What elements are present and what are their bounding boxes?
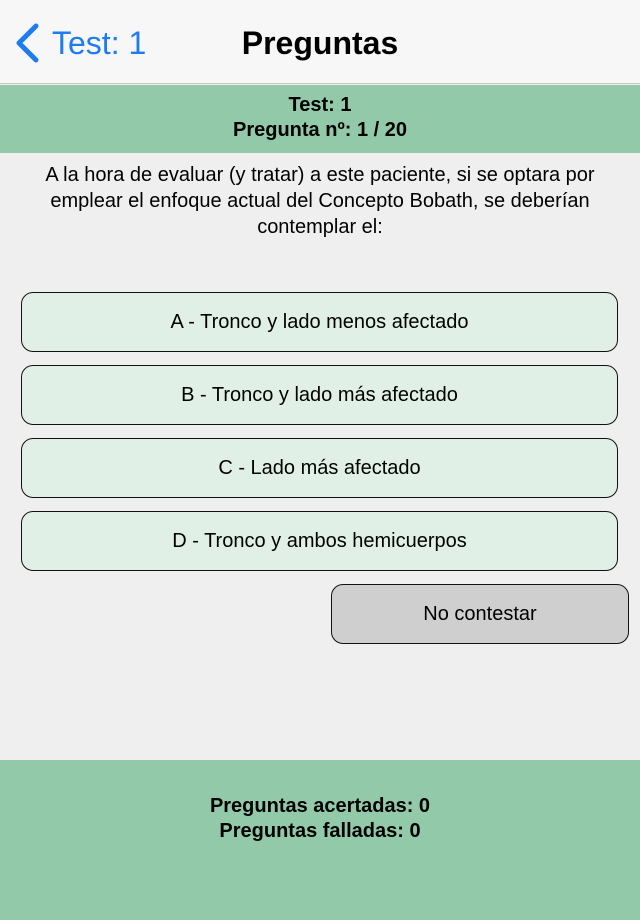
chevron-left-icon	[14, 23, 40, 63]
skip-question-button[interactable]: No contestar	[331, 584, 629, 644]
test-number-label: Test: 1	[288, 94, 352, 116]
test-info-header	[0, 85, 640, 153]
answer-option-d[interactable]: D - Tronco y ambos hemicuerpos	[21, 511, 618, 571]
navigation-bar	[0, 0, 640, 84]
page-title: Preguntas	[241, 25, 399, 61]
answer-option-a[interactable]: A - Tronco y lado menos afectado	[21, 292, 618, 352]
back-button[interactable]	[14, 22, 146, 64]
back-button-label: Test: 1	[52, 25, 147, 61]
answer-option-c[interactable]: C - Lado más afectado	[21, 438, 618, 498]
question-text: A la hora de evaluar (y tratar) a este paciente, si se optara por emplear el enfoque actual del Concepto Bobath, se deberían contemplar el:	[45, 164, 595, 238]
failed-count-label: Preguntas falladas: 0	[219, 820, 421, 842]
correct-count-label: Preguntas acertadas: 0	[209, 795, 431, 817]
question-counter-label: Pregunta nº: 1 / 20	[232, 119, 407, 141]
answer-option-b[interactable]: B - Tronco y lado más afectado	[21, 365, 618, 425]
score-footer	[0, 760, 640, 920]
